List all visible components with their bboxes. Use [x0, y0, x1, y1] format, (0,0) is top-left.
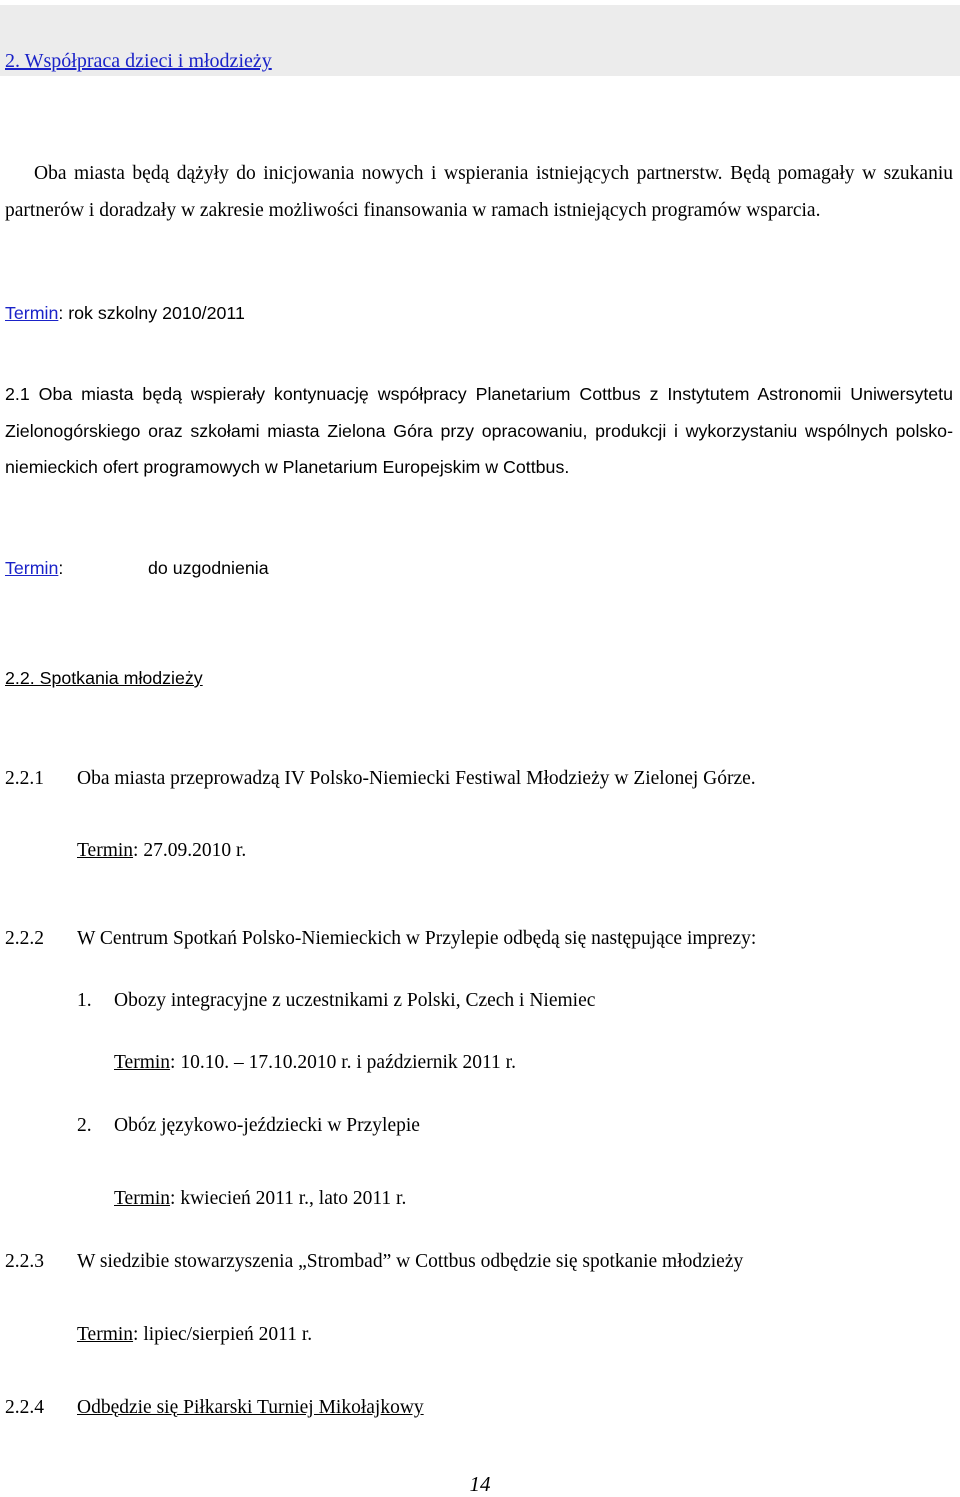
sub-item-2-number: 2.: [77, 1115, 92, 1136]
item-2-2-3-text: W siedzibie stowarzyszenia „Strombad” w Cottbus odbędzie się spotkanie młodzieży: [77, 1251, 744, 1272]
sub-item-1-term-value: : 10.10. – 17.10.2010 r. i październik 2011 r.: [170, 1052, 516, 1073]
sub-item-1-number: 1.: [77, 990, 92, 1011]
sub-item-2-term-value: : kwiecień 2011 r., lato 2011 r.: [170, 1188, 407, 1209]
sub-item-2-term: [114, 1188, 406, 1210]
item-2-2-2-number: 2.2.2: [5, 928, 44, 949]
item-2-2-1-term-value: : 27.09.2010 r.: [133, 840, 247, 861]
section-heading: 2. Współpraca dzieci i młodzieży: [5, 50, 272, 72]
sub-item-1-term: [114, 1052, 516, 1074]
page-number: 14: [469, 1472, 491, 1496]
intro-term-label: Termin: [5, 303, 59, 323]
sub-item-1-text: Obozy integracyjne z uczestnikami z Polski, Czech i Niemiec: [114, 990, 596, 1011]
item-2-2-1-term-label: Termin: [77, 840, 134, 861]
item-2-1-term-value: do uzgodnienia: [148, 558, 269, 578]
item-2-2-4-text: Odbędzie się Piłkarski Turniej Mikołajkowy: [77, 1397, 424, 1418]
sub-item-1-term-label: Termin: [114, 1052, 171, 1073]
intro-term-value: : rok szkolny 2010/2011: [58, 303, 245, 323]
item-2-2-3-term-value: : lipiec/sierpień 2011 r.: [133, 1324, 313, 1345]
item-2-1-term-label: Termin: [5, 558, 59, 578]
item-2-2-1-number: 2.2.1: [5, 768, 44, 789]
subsection-2-2-title: 2.2. Spotkania młodzieży: [5, 668, 203, 688]
intro-term: [5, 303, 245, 324]
intro-text: Oba miasta będą dążyły do inicjowania nowych i wspierania istniejących partnerstw. Będą pomagały w szukaniu partnerów i doradzały w zakresie możliwości finansowania w ramach istniejących programów wsparcia.: [5, 163, 953, 221]
item-2-1-term: [5, 558, 63, 579]
sub-item-2-text: Obóz językowo-jeździecki w Przylepie: [114, 1115, 420, 1136]
sub-item-2-term-label: Termin: [114, 1188, 171, 1209]
item-2-2-2-text: W Centrum Spotkań Polsko-Niemieckich w Przylepie odbędą się następujące imprezy:: [77, 928, 757, 949]
item-2-2-3-term-label: Termin: [77, 1324, 134, 1345]
item-2-2-1-term: [77, 840, 246, 862]
item-2-1-term-colon: :: [58, 558, 64, 578]
item-2-2-4-number: 2.2.4: [5, 1397, 44, 1418]
item-2-2-3-term: [77, 1324, 312, 1346]
intro-paragraph: [5, 155, 953, 229]
item-2-2-1-text: Oba miasta przeprowadzą IV Polsko-Niemiecki Festiwal Młodzieży w Zielonej Górze.: [77, 768, 756, 789]
item-2-2-3-number: 2.2.3: [5, 1251, 44, 1272]
item-2-1-paragraph: 2.1 Oba miasta będą wspierały kontynuację współpracy Planetarium Cottbus z Instytutem Astronomii Uniwersytetu Zielonogórskiego oraz szkołami miasta Zielona Góra przy opracowaniu, produkcji i wykorzystaniu wspólnych polsko-niemieckich ofert programowych w Planetarium Europejskim w Cottbus.: [5, 384, 953, 477]
